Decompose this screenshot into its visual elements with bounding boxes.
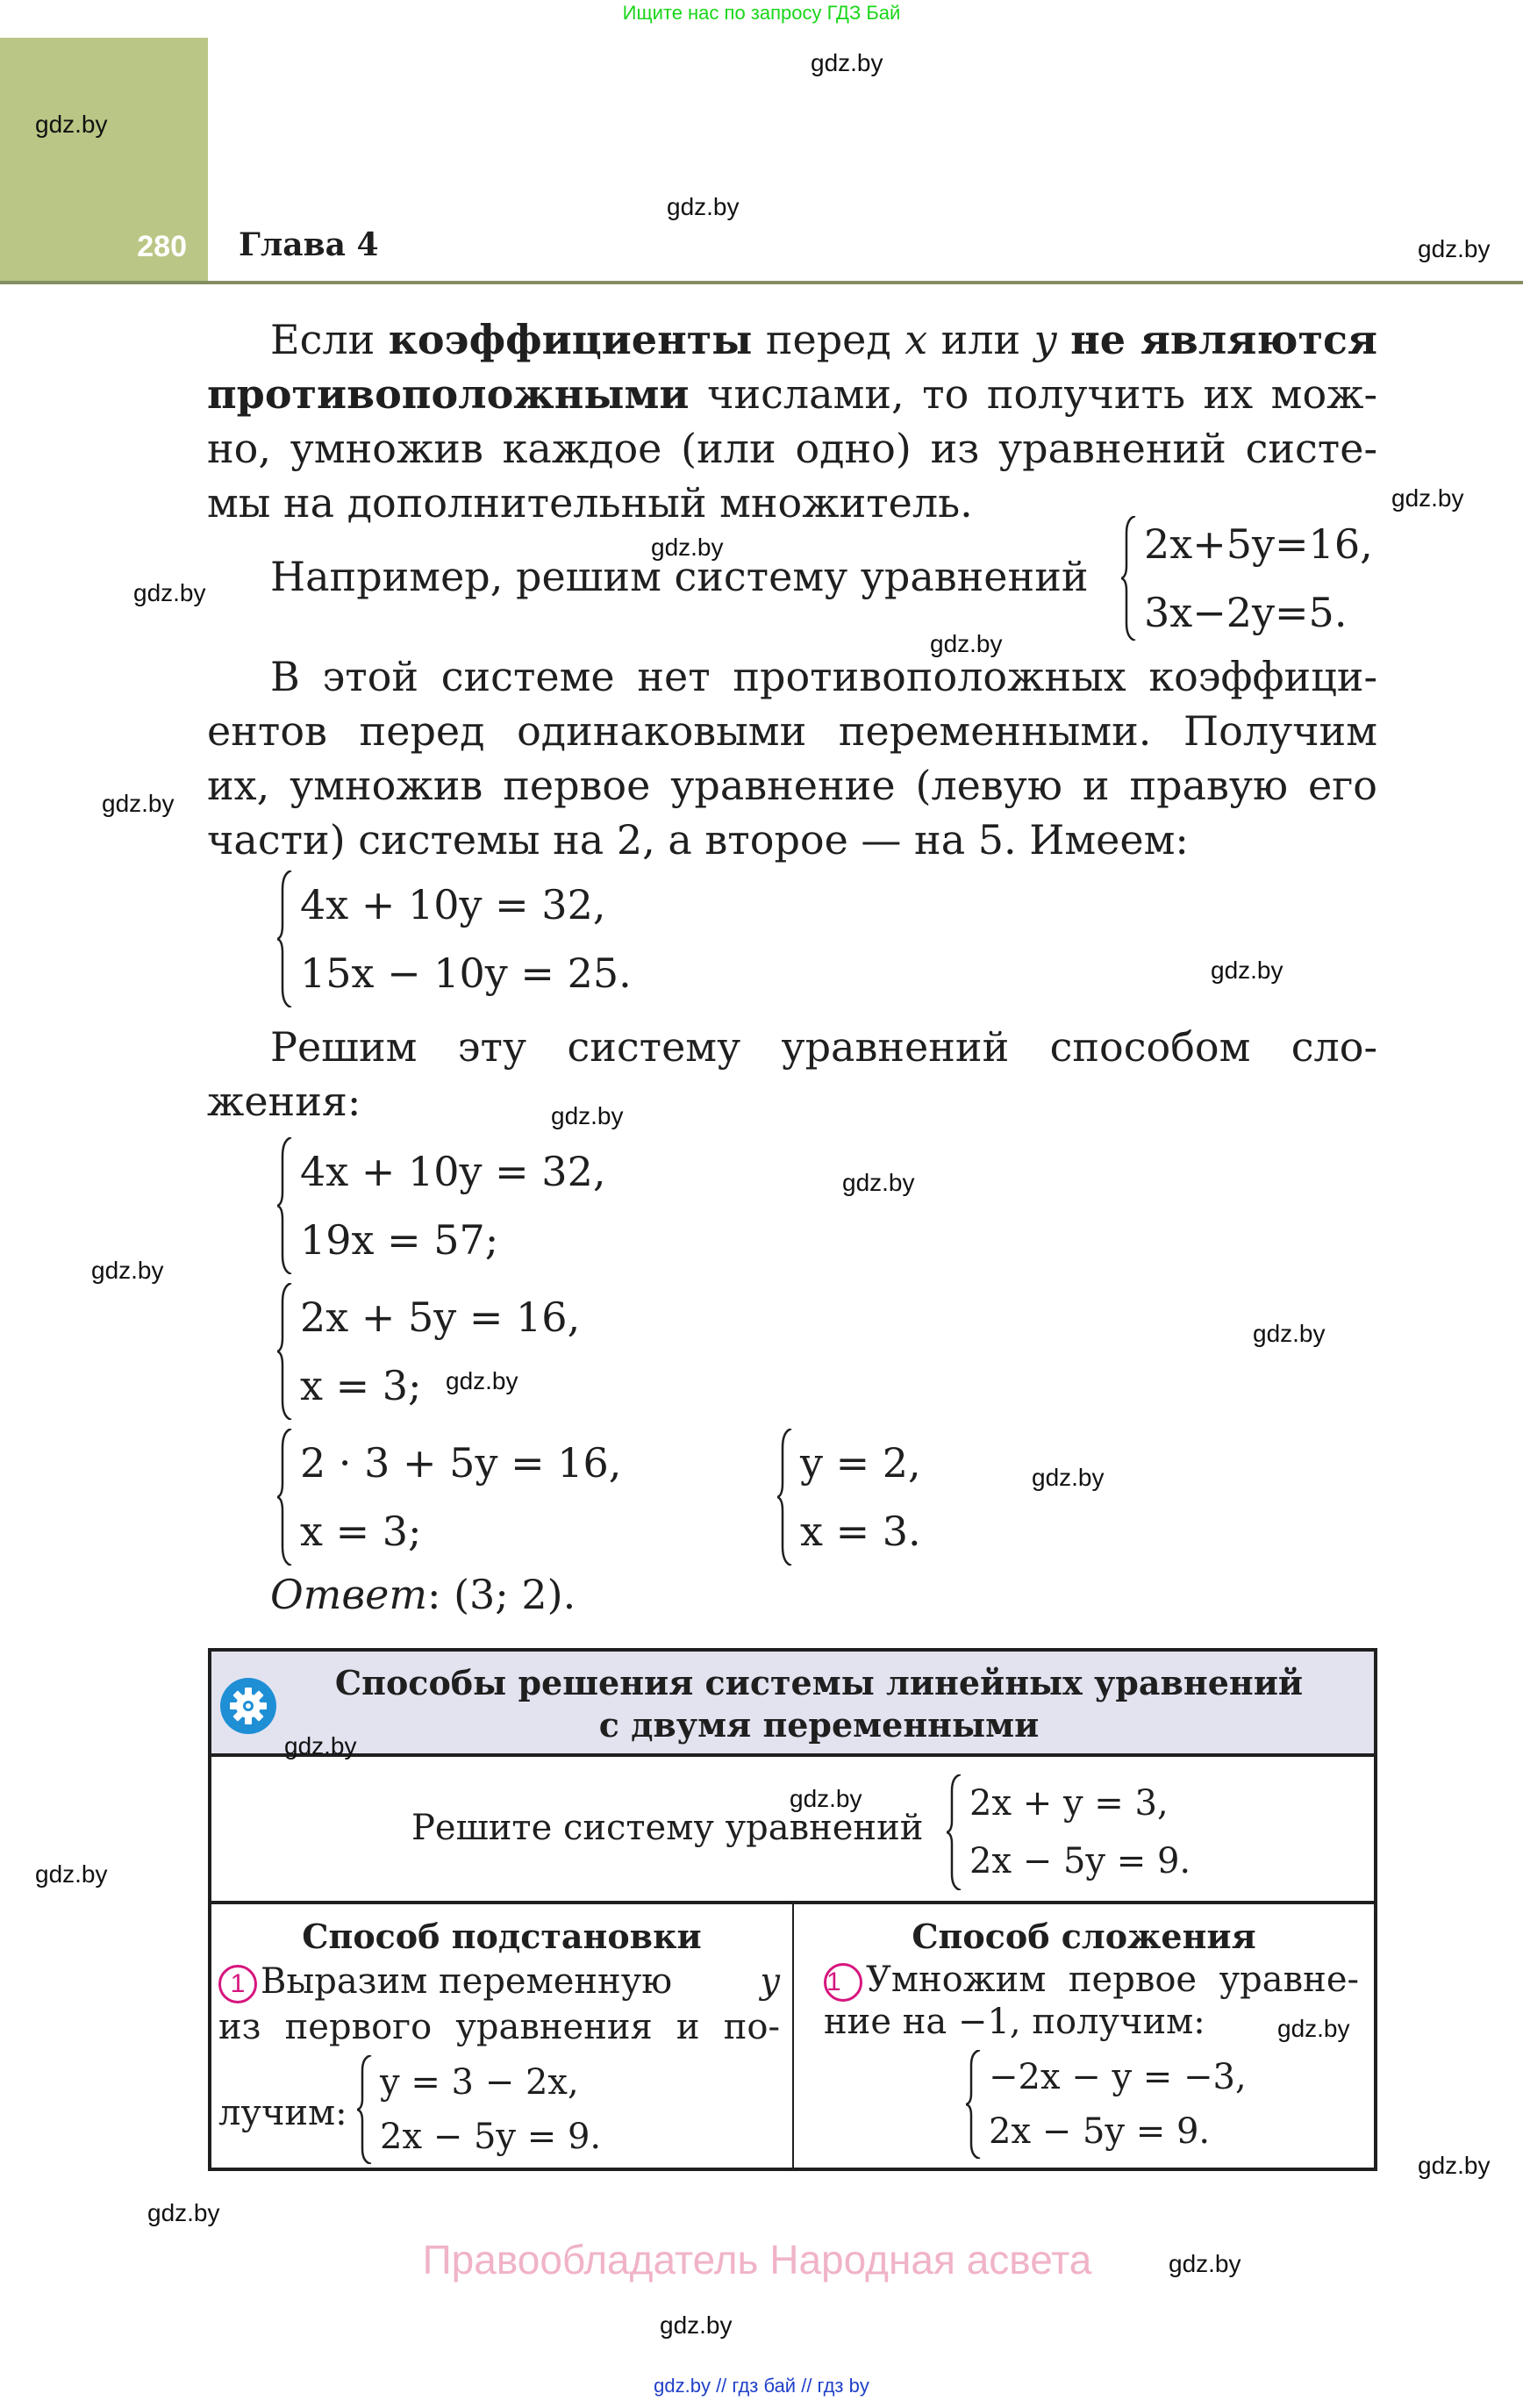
substitution-system	[357, 2055, 601, 2164]
watermark: gdz.by	[446, 1367, 518, 1394]
step-number-badge: 1	[824, 1963, 862, 2002]
equation: x = 3;	[300, 1508, 422, 1555]
task-label: Решите систему уравнений	[411, 1808, 924, 1848]
solution-step-2	[277, 1283, 580, 1420]
footer-links[interactable]: gdz.by // гдз бай // гдз by	[654, 2375, 869, 2397]
equation: x = 3.	[800, 1508, 921, 1555]
page-number: 280	[137, 230, 187, 263]
watermark: gdz.by	[660, 2311, 733, 2339]
watermark: gdz.by	[1277, 2015, 1350, 2042]
answer-label: Ответ	[270, 1571, 427, 1618]
equation: 2 · 3 + 5y = 16,	[300, 1439, 622, 1487]
multiplied-system	[277, 871, 632, 1007]
equation: 4x + 10y = 32,	[300, 881, 606, 928]
watermark: gdz.by	[133, 579, 206, 606]
brace-icon	[277, 1283, 295, 1420]
watermark: gdz.by	[790, 1785, 862, 1812]
rights-holder: Правообладатель Народная асвета	[422, 2237, 1092, 2283]
equation: x = 3;	[300, 1362, 422, 1409]
watermark: gdz.by	[1253, 1320, 1326, 1347]
equation: 2x − 5y = 9.	[989, 2111, 1211, 2152]
substitution-title: Способ подстановки	[302, 1917, 702, 1956]
watermark: gdz.by	[1211, 957, 1283, 984]
chapter-title: Глава 4	[239, 226, 379, 263]
answer	[270, 1571, 576, 1618]
watermark: gdz.by	[284, 1732, 357, 1759]
brace-icon	[277, 871, 295, 1007]
watermark: gdz.by	[35, 1860, 108, 1888]
info-box-header	[211, 1652, 1374, 1757]
watermark: gdz.by	[842, 1169, 915, 1196]
equation: −2x − y = −3,	[989, 2057, 1247, 2097]
brace-icon	[1121, 516, 1139, 641]
addition-title: Способ сложения	[912, 1917, 1256, 1956]
watermark: gdz.by	[91, 1257, 164, 1284]
substitution-method: Способ подстановки 1 Выразим переменную y из первого уравнения и по- лучим: y = 3 − 2x, 2x − 5y = 9.	[211, 1904, 794, 2168]
watermark: gdz.by	[651, 534, 724, 561]
header-divider	[0, 281, 1523, 284]
brace-icon	[777, 1429, 795, 1566]
watermark: gdz.by	[1418, 235, 1491, 262]
methods-info-box	[208, 1648, 1377, 2171]
equation: y = 2,	[800, 1439, 921, 1487]
watermark: gdz.by	[147, 2199, 220, 2226]
watermark: gdz.by	[1391, 484, 1464, 512]
rule-paragraph: Если коэффициенты перед x или y не являются противоположными числами, то получить их мож- но, умножив каждое (или одно) из уравнений систе- мы на дополнительный множитель.	[207, 316, 1377, 527]
page-number-block	[0, 38, 208, 282]
equation: 2x + y = 3,	[969, 1783, 1169, 1824]
equation: 2x+5y=16,	[1144, 520, 1373, 568]
example-intro: Например, решим систему уравнений	[270, 553, 1089, 600]
equation: 3x−2y=5.	[1144, 589, 1348, 636]
watermark: gdz.by	[811, 49, 883, 76]
watermark: gdz.by	[1418, 2152, 1491, 2179]
example-system	[1121, 516, 1373, 641]
method-paragraph: Решим эту систему уравнений способом сло- жения:	[207, 1023, 1377, 1125]
watermark: gdz.by	[102, 790, 175, 817]
explanation-paragraph: В этой системе нет противоположных коэффици- ентов перед одинаковыми переменными. Получим их, умножив первое уравнение (левую и правую его части) системы на 2, а второе — на 5. Имеем:	[207, 653, 1377, 864]
equation: 19x = 57;	[300, 1216, 499, 1264]
search-banner[interactable]: Ищите нас по запросу ГДЗ Бай	[622, 2, 901, 24]
solution-step-3	[277, 1429, 621, 1566]
watermark: gdz.by	[1032, 1464, 1105, 1491]
watermark: gdz.by	[551, 1102, 624, 1129]
brace-icon	[357, 2055, 375, 2164]
answer-value: : (3; 2).	[426, 1571, 576, 1618]
brace-icon	[947, 1774, 964, 1890]
info-box-title-line1: Способы решения системы линейных уравнений	[334, 1663, 1304, 1702]
solution-step-1	[277, 1137, 605, 1274]
brace-icon	[966, 2050, 983, 2159]
gear-icon	[220, 1678, 276, 1734]
solution-step-4	[777, 1429, 921, 1566]
equation: 2x + 5y = 16,	[300, 1294, 581, 1341]
equation: 4x + 10y = 32,	[300, 1148, 606, 1195]
equation: 2x − 5y = 9.	[969, 1841, 1191, 1881]
watermark: gdz.by	[35, 111, 108, 138]
brace-icon	[277, 1137, 295, 1274]
equation: y = 3 − 2x,	[380, 2062, 579, 2103]
info-box-task	[211, 1757, 1374, 1904]
brace-icon	[277, 1429, 295, 1566]
info-box-title-line2: с двумя переменными	[598, 1705, 1040, 1745]
step-number-badge: 1	[218, 1965, 257, 2003]
equation: 2x − 5y = 9.	[380, 2117, 602, 2157]
watermark: gdz.by	[667, 193, 740, 220]
watermark: gdz.by	[1169, 2250, 1241, 2277]
watermark: gdz.by	[930, 630, 1003, 657]
task-system	[947, 1774, 1191, 1890]
addition-method: Способ сложения 1 Умножим первое уравне- ние на −1, получим: −2x − y = −3, 2x − 5y = 9.	[794, 1904, 1374, 2168]
addition-system	[966, 2050, 1247, 2159]
equation: 15x − 10y = 25.	[300, 950, 632, 997]
